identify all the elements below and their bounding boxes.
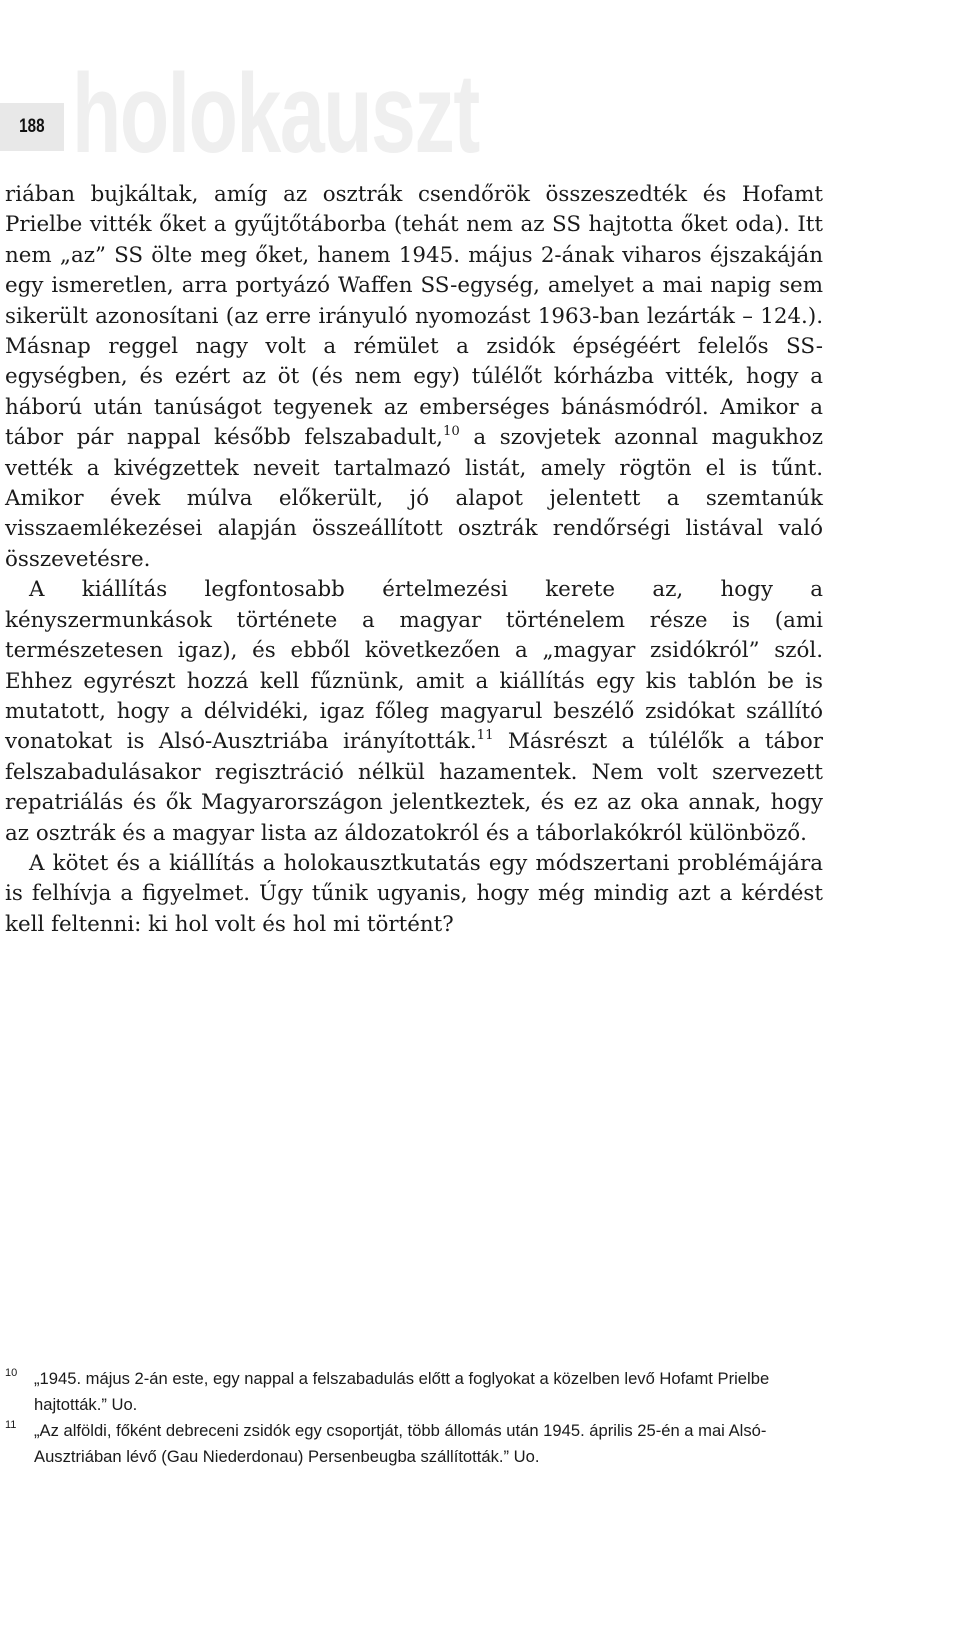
paragraph-text: A kiállítás legfontosabb értelmezési kerete az, hogy a kényszermunkások története a magyar történelem része is (ami természetesen igaz), és ebből következően a „magyar zsidókról” szól. Ehhez egyrészt hozzá kell fűznünk, amit a kiállítás egy kis tablón be is mutatott, hogy a délvidéki, igaz főleg magyarul beszélő zsidókat szállító vonatokat is Alsó-Ausztriába irányították. — [5, 577, 823, 755]
body-text — [5, 180, 823, 940]
paragraph — [5, 180, 823, 575]
paragraph — [5, 575, 823, 849]
footnote-text: „Az alföldi, főként debreceni zsidók egy csoportját, több állomás után 1945. április 25-én a mai Alsó-Ausztriában lévő (Gau Niederdonau) Persenbeugba szállították.” Uo. — [34, 1421, 767, 1466]
paragraph-text: Másrészt a túlélők a tábor felszabadulásakor regisztráció nélkül hazamentek. Nem volt szervezett repatriálás és ők Magyarországon jelentkeztek, és ez az oka annak, hogy az osztrák és a magyar lista az áldozatokról és a táborlakókról különböző. — [5, 729, 824, 846]
footnote-mark: 11 — [5, 1419, 17, 1431]
footnote-mark: 10 — [5, 1367, 18, 1379]
footnote — [5, 1366, 823, 1418]
page-number: 188 — [19, 116, 45, 137]
paragraph-text: A kötet és a kiállítás a holokausztkutatás egy módszertani problémájára is felhívja a figyelmet. Úgy tűnik ugyanis, hogy még mindig azt a kérdést kell feltenni: ki hol volt és hol mi történt? — [5, 850, 823, 937]
paragraph-text: riában bujkáltak, amíg az osztrák csendőrök összeszedték és Hofamt Prielbe vitték őket a gyűjtőtáborba (tehát nem az SS hajtotta őket oda). Itt nem „az” SS ölte meg őket, hanem 1945. május 2-ának viharos éjszakáján egy ismeretlen, arra portyázó Waffen SS-egység, amelyet a mai napig sem sikerült azonosítani (az erre irányuló nyomozást 1963-ban lezárták – 124.). Másnap reggel nagy volt a rémület a zsidók épségéért felelős SS-egységben, és ezért az öt (és nem egy) túlélőt kórházba vitték, hogy a háború után tanúságot tegyenek az emberséges bánásmódról. Amikor a tábor pár nappal később felszabadult, — [5, 182, 823, 451]
paragraph-text: a szovjetek azonnal magukhoz vették a kivégzettek neveit tartalmazó listát, amely rögtön el is tűnt. Amikor évek múlva előkerült, jó alapot jelentett a szemtanúk visszaemlékezései alapján összeállított osztrák rendőrségi listával való összevetésre. — [5, 425, 823, 572]
footnotes — [5, 1366, 823, 1470]
footnote-text: „1945. május 2-án este, egy nappal a felszabadulás előtt a foglyokat a közelben levő Hofamt Prielbe hajtották.” Uo. — [34, 1369, 770, 1414]
footnote-reference[interactable]: 10 — [442, 423, 460, 439]
paragraph — [5, 849, 823, 940]
running-head: holokauszt — [72, 51, 479, 176]
page-number-box — [0, 103, 64, 151]
footnote-reference[interactable]: 11 — [476, 727, 494, 743]
footnote — [5, 1418, 823, 1470]
